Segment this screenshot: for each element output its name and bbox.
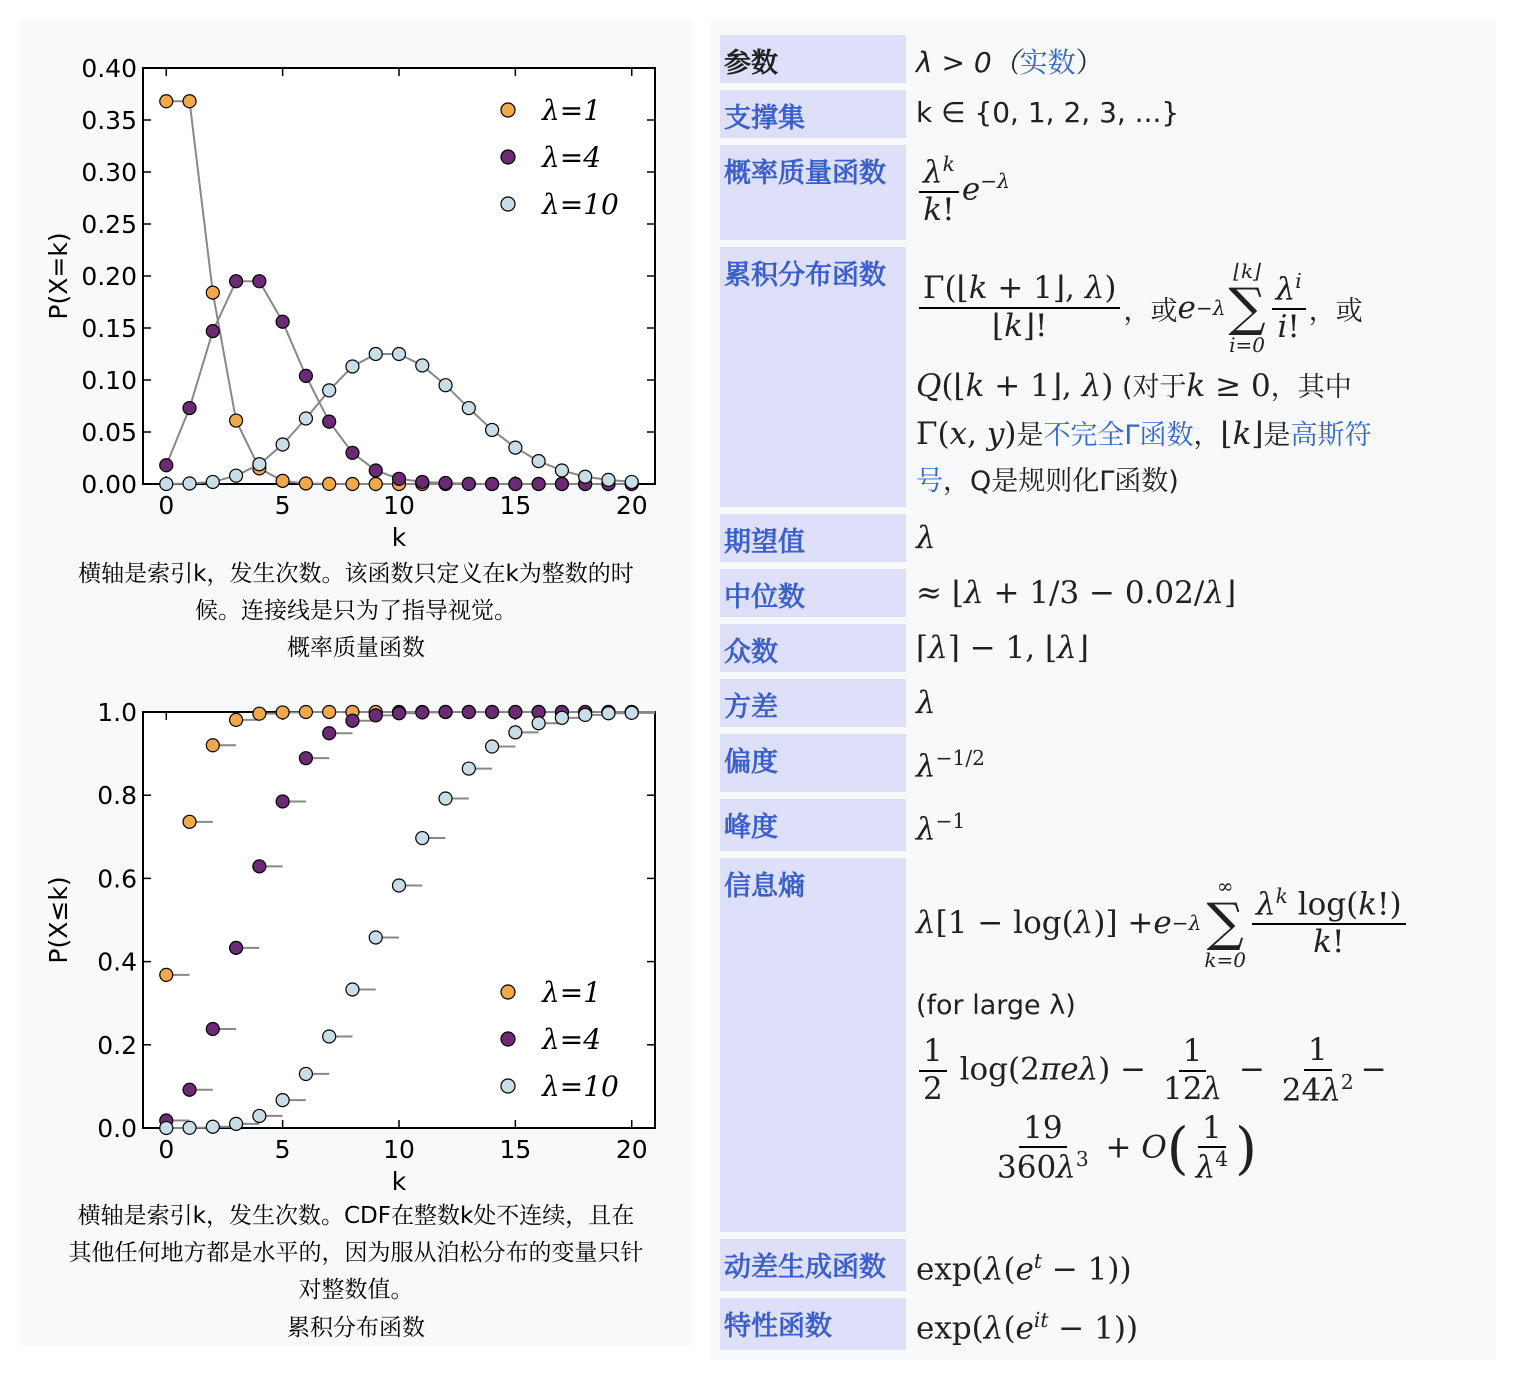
pmf-caption-line1: 横轴是索引k，发生次数。该函数只定义在k为整数的时 — [78, 561, 634, 587]
data-point — [253, 707, 266, 720]
data-point — [276, 438, 289, 451]
label-variance: 方差 — [720, 679, 906, 727]
value-skewness: $\lambda^{-1/2}$ — [916, 746, 985, 785]
pmf-chart — [20, 50, 692, 560]
data-point — [160, 95, 173, 108]
infobox — [710, 20, 1496, 1360]
data-point — [439, 476, 452, 489]
data-point — [393, 879, 406, 892]
label-mgf: 动差生成函数 — [720, 1239, 906, 1291]
data-point — [369, 931, 382, 944]
y-axis-label: P(X≤k) — [44, 876, 73, 964]
label-kurtosis: 峰度 — [720, 799, 906, 851]
entropy-formula-line2: $\frac{1}{2}$ log(2πeλ) − $\frac{1}{12\lambda}$ − $\frac{1}{24\lambda^2}$ − — [916, 1033, 1476, 1109]
data-point — [206, 325, 219, 338]
value-median: ≈ ⌊λ + 1/3 − 0.02/λ⌋ — [916, 575, 1237, 611]
data-point — [462, 762, 475, 775]
legend-marker — [501, 1032, 515, 1046]
data-point — [183, 95, 196, 108]
data-point — [206, 475, 219, 488]
pmf-caption-line2: 候。连接线是只为了指导视觉。 — [195, 598, 517, 624]
row-cdf — [720, 247, 1490, 507]
y-tick-label: 0.4 — [97, 947, 137, 977]
data-point — [346, 446, 359, 459]
value-entropy — [916, 858, 1476, 1186]
cdf-note-e: 是 — [1263, 420, 1291, 451]
row-pmf — [720, 145, 1490, 240]
value-mode: ⌈λ⌉ − 1, ⌊λ⌋ — [916, 630, 1089, 666]
data-point — [230, 469, 243, 482]
real-number-link[interactable]: 实数 — [1019, 46, 1076, 79]
cdf-note-f: ，Q是规则化Γ函数) — [943, 466, 1179, 497]
y-tick-label: 0.35 — [81, 106, 137, 135]
data-point — [276, 706, 289, 719]
data-point — [253, 275, 266, 288]
data-point — [206, 739, 219, 752]
data-point — [555, 711, 568, 724]
row-parameters — [720, 35, 1490, 83]
data-point — [625, 706, 638, 719]
data-point — [160, 968, 173, 981]
row-skewness — [720, 734, 1490, 792]
data-point — [299, 412, 312, 425]
row-median — [720, 569, 1490, 617]
value-support: k ∈ {0, 1, 2, 3, ...} — [916, 96, 1180, 129]
data-point — [602, 473, 615, 486]
value-parameters — [916, 35, 1476, 81]
row-kurtosis — [720, 799, 1490, 851]
cdf-note-a: (对于 — [1122, 372, 1187, 403]
data-point — [532, 717, 545, 730]
value-pmf-formula: $\frac{\lambda^k}{k!}$ $e^{-\lambda}$ — [916, 147, 1476, 229]
data-point — [486, 706, 499, 719]
y-tick-label: 0.30 — [81, 158, 137, 187]
x-tick-label: 0 — [158, 491, 175, 520]
plot-frame — [143, 68, 655, 484]
x-tick-label: 5 — [274, 491, 291, 520]
data-point — [555, 478, 568, 491]
value-variance: λ — [916, 685, 936, 721]
cdf-note: Q(⌊k + 1⌋, λ) (对于k ≥ 0，其中 Γ(x, y)是不完全Γ函数，⌊k⌋是高斯符 号，Q是规则化Γ函数) — [916, 368, 1372, 497]
data-point — [299, 369, 312, 382]
legend-label: λ=4 — [542, 141, 602, 174]
y-tick-label: 0.0 — [97, 1114, 137, 1143]
data-point — [299, 477, 312, 490]
data-point — [369, 464, 382, 477]
value-kurtosis: $\lambda^{-1}$ — [916, 809, 966, 848]
plot-frame — [143, 712, 655, 1128]
row-mean — [720, 514, 1490, 562]
data-point — [369, 478, 382, 491]
x-tick-label: 20 — [615, 1135, 648, 1164]
data-point — [439, 379, 452, 392]
y-tick-label: 0.6 — [97, 864, 137, 894]
y-tick-label: 0.2 — [97, 1030, 137, 1060]
data-point — [346, 714, 359, 727]
x-tick-label: 5 — [274, 1135, 291, 1164]
data-point — [230, 713, 243, 726]
row-cf — [720, 1298, 1490, 1350]
x-tick-label: 0 — [158, 1135, 175, 1164]
y-tick-label: 1.0 — [97, 698, 137, 727]
x-tick-label: 20 — [615, 491, 648, 520]
label-mean: 期望值 — [720, 514, 906, 562]
data-point — [393, 348, 406, 361]
label-pmf: 概率质量函数 — [720, 145, 906, 240]
legend-marker — [501, 985, 515, 999]
row-variance — [720, 679, 1490, 727]
gauss-bracket-link[interactable]: 高斯符 — [1290, 420, 1372, 451]
data-point — [230, 1117, 243, 1130]
entropy-formula-line1: λ [1 − log( λ )] + e −λ ∞ ∑ k=0 $\frac{\lambda^k \log(k!)}{k!}$ — [916, 864, 1476, 982]
data-point — [253, 458, 266, 471]
data-point — [206, 1022, 219, 1035]
cdf-caption — [20, 1198, 692, 1309]
row-mode — [720, 624, 1490, 672]
value-mgf: $\exp(\lambda(e^t - 1))$ — [916, 1249, 1132, 1288]
y-tick-label: 0.05 — [81, 418, 137, 447]
cdf-chart — [20, 692, 692, 1192]
legend-label: λ=4 — [542, 1023, 602, 1056]
entropy-note: (for large λ) — [916, 990, 1076, 1021]
data-point — [486, 478, 499, 491]
data-point — [323, 1030, 336, 1043]
data-point — [625, 475, 638, 488]
data-point — [276, 1094, 289, 1107]
cdf-caption-line1: 横轴是索引k，发生次数。CDF在整数k处不连续，且在 — [77, 1203, 635, 1229]
param-close: ） — [1075, 46, 1104, 79]
legend-label: λ=10 — [542, 188, 619, 221]
row-support — [720, 90, 1490, 138]
row-entropy — [720, 858, 1490, 1232]
data-point — [346, 478, 359, 491]
value-cdf — [916, 247, 1476, 505]
data-point — [230, 941, 243, 954]
cdf-note-c: 是 — [1016, 420, 1044, 451]
data-point — [276, 315, 289, 328]
data-point — [160, 1121, 173, 1134]
y-tick-label: 0.20 — [81, 262, 137, 291]
data-point — [230, 275, 243, 288]
y-tick-label: 0.15 — [81, 314, 137, 343]
data-point — [183, 477, 196, 490]
gauss-bracket-link-cont[interactable]: 号 — [916, 466, 943, 497]
data-point — [462, 402, 475, 415]
data-point — [555, 464, 568, 477]
y-tick-label: 0.40 — [81, 54, 137, 83]
incomplete-gamma-link[interactable]: 不完全Γ函数 — [1043, 420, 1194, 451]
data-point — [183, 1121, 196, 1134]
label-median: 中位数 — [720, 569, 906, 617]
data-point — [183, 402, 196, 415]
pmf-title: 概率质量函数 — [287, 635, 425, 661]
label-entropy: 信息熵 — [720, 858, 906, 1232]
data-point — [416, 832, 429, 845]
cdf-caption-line3: 对整数值。 — [298, 1277, 414, 1303]
y-tick-label: 0.8 — [97, 781, 137, 811]
data-point — [160, 459, 173, 472]
legend-marker — [501, 197, 515, 211]
y-axis-label: P(X=k) — [44, 232, 73, 320]
data-point — [602, 707, 615, 720]
cdf-title: 累积分布函数 — [287, 1315, 425, 1341]
data-point — [253, 860, 266, 873]
legend-label: λ=10 — [542, 1070, 619, 1103]
param-condition: λ > 0（ — [916, 46, 1020, 79]
x-tick-label: 10 — [383, 1135, 415, 1164]
cdf-caption-line2: 其他任何地方都是水平的，因为服从泊松分布的变量只针 — [68, 1240, 644, 1266]
data-point — [393, 707, 406, 720]
x-tick-label: 10 — [383, 491, 415, 520]
data-point — [183, 815, 196, 828]
legend-marker — [501, 103, 515, 117]
label-mode: 众数 — [720, 624, 906, 672]
data-point — [346, 360, 359, 373]
data-point — [532, 455, 545, 468]
data-point — [276, 795, 289, 808]
data-point — [579, 470, 592, 483]
data-point — [462, 477, 475, 490]
data-point — [369, 709, 382, 722]
data-point — [439, 792, 452, 805]
cdf-note-d: ， — [1193, 420, 1221, 451]
label-skewness: 偏度 — [720, 734, 906, 792]
data-point — [299, 706, 312, 719]
data-point — [253, 1109, 266, 1122]
y-tick-label: 0.00 — [81, 470, 137, 499]
x-axis-label: k — [391, 1167, 407, 1192]
pmf-caption — [20, 556, 692, 630]
cdf-note-b: ，其中 — [1270, 372, 1352, 403]
data-point — [509, 726, 522, 739]
data-point — [323, 415, 336, 428]
legend-label: λ=1 — [542, 976, 602, 1009]
x-tick-label: 15 — [499, 491, 532, 520]
data-point — [416, 475, 429, 488]
y-tick-label: 0.10 — [81, 366, 137, 395]
data-point — [532, 478, 545, 491]
cdf-or-2: ，或 — [1308, 295, 1363, 327]
data-point — [299, 752, 312, 765]
legend-marker — [501, 1079, 515, 1093]
row-mgf — [720, 1239, 1490, 1291]
cdf-or-1: ，或 — [1123, 295, 1178, 327]
data-point — [323, 384, 336, 397]
data-point — [486, 740, 499, 753]
data-point — [509, 478, 522, 491]
value-cf: $\exp(\lambda(e^{it} - 1))$ — [916, 1308, 1139, 1347]
legend-label: λ=1 — [542, 94, 602, 127]
data-point — [299, 1067, 312, 1080]
data-point — [486, 423, 499, 436]
data-point — [462, 706, 475, 719]
data-point — [276, 474, 289, 487]
data-point — [393, 472, 406, 485]
data-point — [206, 1120, 219, 1133]
data-point — [206, 286, 219, 299]
data-point — [323, 706, 336, 719]
label-cf: 特性函数 — [720, 1298, 906, 1350]
cdf-formula-line1: $\frac{\Gamma(⌊k + 1⌋, \lambda)}{⌊k⌋!}$ ，或 e −λ ⌊k⌋ ∑ i=0 $\frac{\lambda^i}{i!}$ ，或 — [916, 253, 1476, 363]
data-point — [346, 983, 359, 996]
value-mean: λ — [916, 520, 936, 556]
y-tick-label: 0.25 — [81, 210, 137, 239]
data-point — [416, 706, 429, 719]
data-point — [183, 1083, 196, 1096]
data-point — [509, 706, 522, 719]
label-support: 支撑集 — [720, 90, 906, 138]
data-point — [230, 414, 243, 427]
data-point — [509, 441, 522, 454]
x-tick-label: 15 — [499, 1135, 532, 1164]
data-point — [323, 477, 336, 490]
data-point — [416, 359, 429, 372]
label-cdf: 累积分布函数 — [720, 247, 906, 507]
legend-marker — [501, 150, 515, 164]
data-point — [579, 708, 592, 721]
x-axis-label: k — [391, 523, 407, 552]
data-point — [439, 706, 452, 719]
figure-panel — [20, 20, 692, 1346]
data-point — [160, 477, 173, 490]
data-point — [369, 348, 382, 361]
entropy-formula-line3: $\frac{19}{360\lambda^3}$ + O( $\frac{1}{\lambda^4}$ ) — [997, 1109, 1257, 1186]
data-point — [323, 727, 336, 740]
label-parameters: 参数 — [720, 35, 906, 83]
